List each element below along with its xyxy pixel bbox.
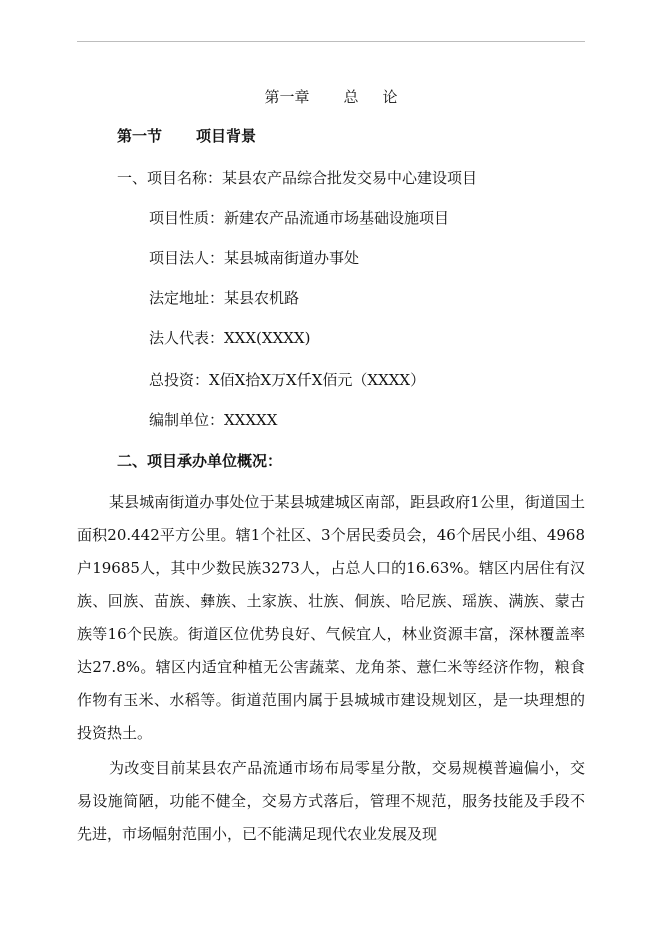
paragraph-2: 为改变目前某县农产品流通市场布局零星分散，交易规模普遍偏小，交易设施简陋，功能不健全，交易方式落后，管理不规范，服务技能及手段不先进，市场幅射范围小，已不能满足现代农业发展及现: [77, 759, 585, 843]
chapter-char-2: 论: [382, 88, 398, 106]
section-number: 第一节: [117, 127, 163, 145]
project-name: 一、项目名称：某县农产品综合批发交易中心建设项目: [117, 169, 478, 187]
legal-representative: 法人代表：XXX(XXXX): [149, 329, 311, 347]
legal-address: 法定地址：某县农机路: [149, 289, 300, 307]
section-heading-2: 二、项目承办单位概况：: [117, 452, 283, 470]
chapter-char-1: 总: [343, 88, 359, 106]
chapter-prefix: 第一章: [264, 88, 310, 106]
total-investment: 总投资：X佰X拾X万X仟X佰元（XXXX）: [149, 371, 426, 389]
compiler-unit: 编制单位：XXXXX: [149, 411, 278, 429]
section-title: 项目背景: [196, 127, 257, 145]
project-nature: 项目性质：新建农产品流通市场基础设施项目: [149, 209, 450, 227]
header-rule: [77, 41, 585, 42]
chapter-title: [0, 87, 662, 107]
project-legal-person: 项目法人：某县城南街道办事处: [149, 249, 360, 267]
paragraph-1: 某县城南街道办事处位于某县城建城区南部，距县政府1公里，街道国土面积20.442平方公里。辖1个社区、3个居民委员会，46个居民小组、4968户19685人，其中少数民族3273人，占总人口的16.63%。辖区内居住有汉族、回族、苗族、彝族、土家族、壮族、侗族、哈尼族、瑶族、满族、蒙古族等16个民族。街道区位优势良好、气候宜人，林业资源丰富，深林覆盖率达27.8%。辖区内适宜种植无公害蔬菜、龙角茶、薏仁米等经济作物，粮食作物有玉米、水稻等。街道范围内属于县城城市建设规划区，是一块理想的投资热土。: [77, 493, 585, 742]
section-heading-1: [117, 126, 256, 146]
